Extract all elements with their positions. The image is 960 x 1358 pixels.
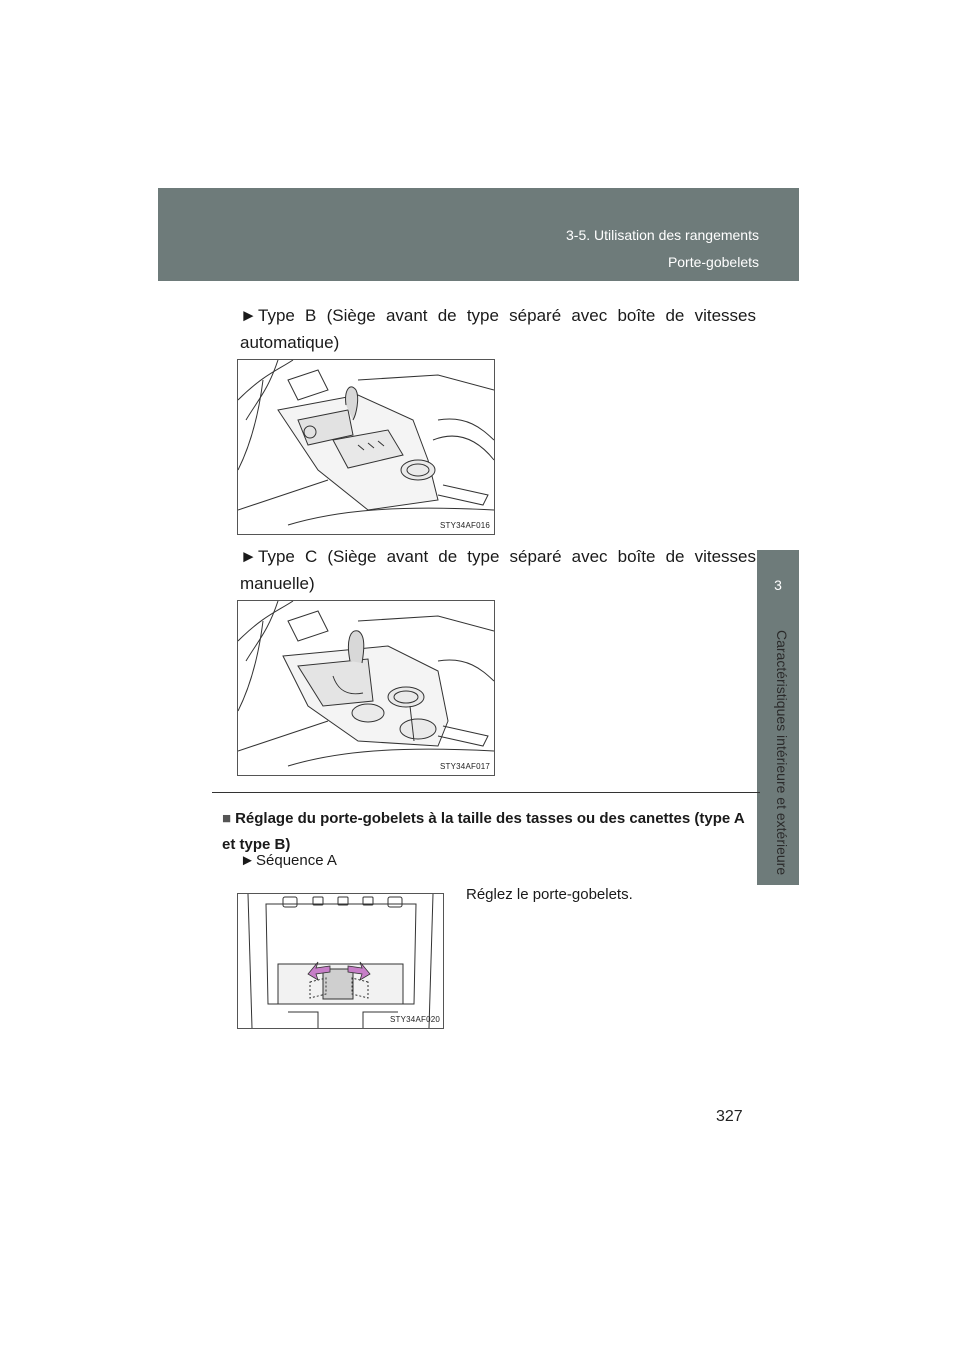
page-number: 327: [716, 1108, 743, 1125]
figure-type-c-console: [237, 600, 495, 776]
sequence-text: Séquence A: [256, 852, 337, 869]
type-c-description: [240, 543, 756, 597]
instruction-text: Réglez le porte-gobelets.: [466, 886, 633, 903]
sequence-label: [240, 852, 337, 869]
type-c-text: Type C (Siège avant de type séparé avec boîte de vitesses manuelle): [240, 547, 756, 593]
triangle-marker-icon: ►: [240, 852, 255, 869]
page-header: [158, 188, 799, 281]
type-b-text: Type B (Siège avant de type séparé avec boîte de vitesses automatique): [240, 306, 756, 352]
figure-cupholder-adjust: [237, 893, 444, 1029]
section-divider: [212, 792, 760, 793]
cupholder-adjust-illustration: [238, 894, 443, 1028]
figure-code: STY34AF020: [390, 1015, 441, 1024]
subsection-title: Porte-gobelets: [667, 254, 759, 270]
figure-code: STY34AF016: [440, 521, 491, 530]
type-b-description: [240, 302, 756, 356]
square-bullet-icon: ■: [222, 810, 232, 827]
figure-code: STY34AF017: [440, 762, 491, 771]
triangle-marker-icon: ►: [240, 547, 257, 566]
section-heading: [222, 806, 757, 858]
section-title: 3-5. Utilisation des rangements: [566, 227, 759, 243]
figure-type-b-console: [237, 359, 495, 535]
section-heading-text: Réglage du porte-gobelets à la taille des tasses ou des canettes (type A et type B): [222, 810, 745, 853]
chapter-number: 3: [774, 577, 782, 593]
triangle-marker-icon: ►: [240, 306, 257, 325]
console-manual-illustration: [238, 601, 494, 775]
console-automatic-illustration: [238, 360, 494, 534]
chapter-label: Caractéristiques intérieure et extérieure: [774, 630, 790, 876]
